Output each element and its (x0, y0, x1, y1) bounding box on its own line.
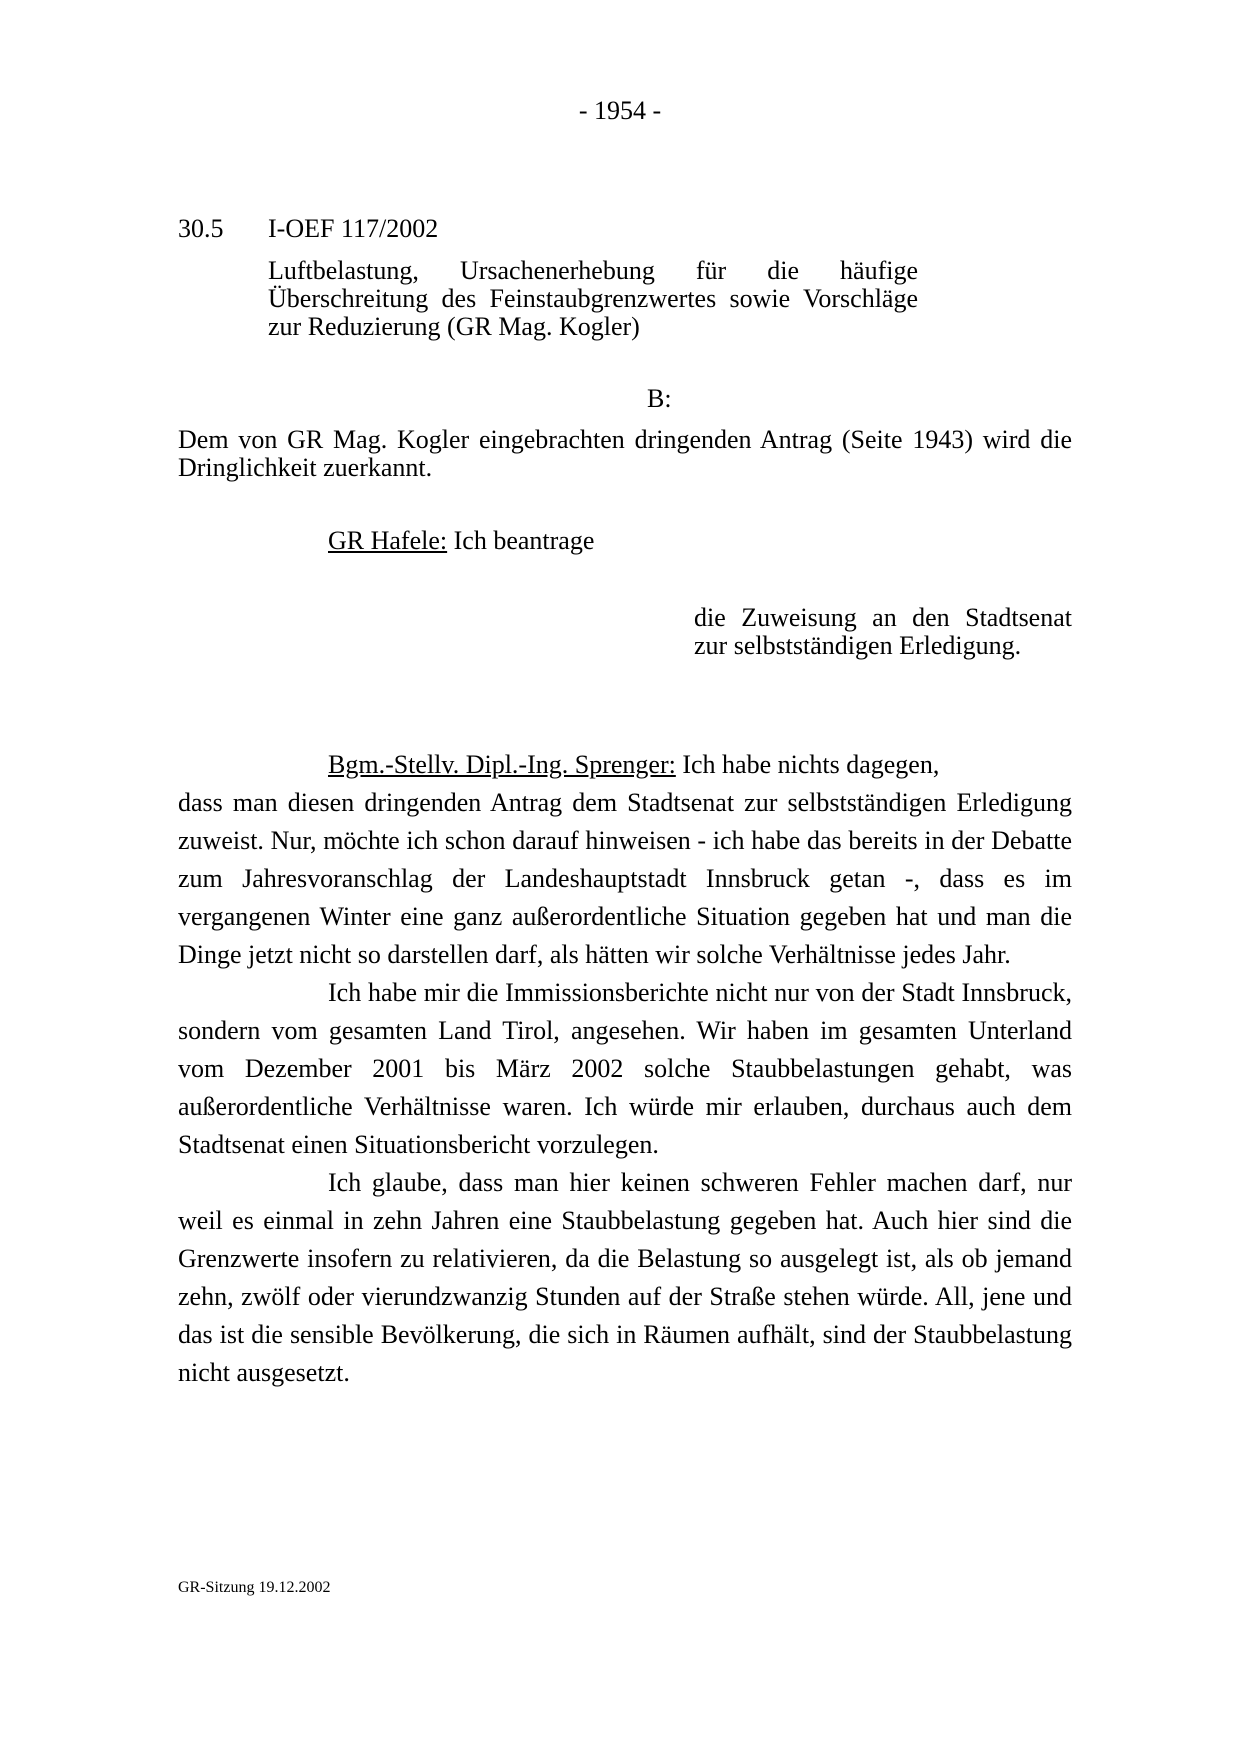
agenda-item-number: 30.5 (178, 214, 224, 243)
agenda-item-reference: I-OEF 117/2002 (268, 214, 439, 243)
speech-continuation: dass man diesen dringenden Antrag dem Stadtsenat zur selbstständigen Erledigung zuweist. Nur, möchte ich schon darauf hinweisen - ich habe das bereits in der Debatte zum Jahresvoranschlag der Landeshauptstadt Innsbruck getan -, dass es im vergangenen Winter eine ganz außerordentliche Situation gegeben hat und man die Dinge jetzt nicht so darstellen darf, als hätten wir solche Verhältnisse jedes Jahr. (178, 788, 1072, 969)
footer-session-date: GR-Sitzung 19.12.2002 (178, 1579, 331, 1596)
agenda-item-title: Luftbelastung, Ursachenerhebung für die häufige Überschreitung des Feinstaubgrenzwertes sowie Vorschläge zur Reduzierung (GR Mag. Kogler) (268, 256, 918, 341)
motion-text: die Zuweisung an den Stadtsenat zur selbstständigen Erledigung. (694, 603, 1072, 660)
speech-paragraph: Ich habe mir die Immissionsberichte nicht nur von der Stadt Innsbruck, sondern vom gesamten Land Tirol, angesehen. Wir haben im gesamten Unterland vom Dezember 2001 bis März 2002 solche Staubbelastungen gehabt, was außerordentliche Verhältnisse waren. Ich würde mir erlauben, durchaus auch dem Stadtsenat einen Situationsbericht vorzulegen. (178, 978, 1072, 1159)
decision-text: Dem von GR Mag. Kogler eingebrachten dringenden Antrag (Seite 1943) wird die Dringlichkeit zuerkannt. (178, 425, 1072, 482)
speaker-text-hafele: Ich beantrage (447, 526, 595, 555)
speaker-name-sprenger: Bgm.-Stellv. Dipl.-Ing. Sprenger: (328, 750, 676, 779)
page-number: - 1954 - (578, 96, 662, 125)
speech-first-line (178, 746, 1072, 784)
speech-sprenger (178, 746, 1072, 1392)
decision-label: B: (647, 384, 672, 413)
speech-paragraph (178, 746, 1072, 974)
speaker-name-hafele: GR Hafele: (328, 526, 448, 555)
speech-opening: Ich habe nichts dagegen, (675, 750, 940, 779)
speaker-statement-hafele (328, 522, 594, 560)
speech-paragraph: Ich glaube, dass man hier keinen schweren Fehler machen darf, nur weil es einmal in zehn Jahren eine Staubbelastung gegeben hat. Auch hier sind die Grenzwerte insofern zu relativieren, da die Belastung so ausgelegt ist, als ob jemand zehn, zwölf oder vierundzwanzig Stunden auf der Straße stehen würde. All, jene und das ist die sensible Bevölkerung, die sich in Räumen aufhält, sind der Staubbelastung nicht ausgesetzt. (178, 1168, 1072, 1387)
